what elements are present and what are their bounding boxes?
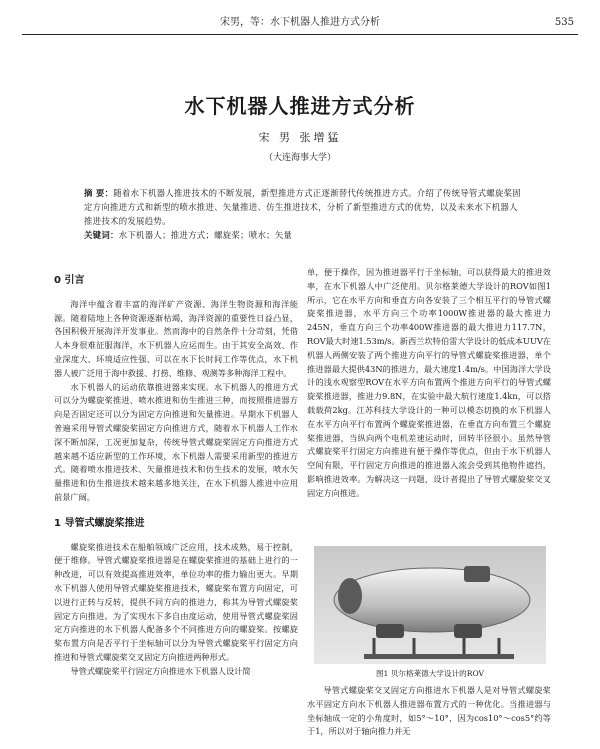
abstract-text: 随着水下机器人推进技术的不断发展，新型推进方式正逐渐替代传统推进方式。介绍了传统导管式螺旋桨固定方向推进方式和新型的喷水推进、矢量推进、仿生推进技术，分析了新型推进方式的优势，以及未来水下机器人推进技术的发展趋势。 — [84, 188, 521, 226]
section-1-paragraph-2: 导管式螺旋桨平行固定方向推进水下机器人设计简 — [70, 665, 251, 676]
abstract — [84, 186, 524, 228]
section-1-heading: 1 导管式螺旋桨推进 — [54, 517, 145, 529]
running-title: 宋男，等：水下机器人推进方式分析 — [220, 17, 380, 28]
section-0-heading: 0 引言 — [54, 275, 85, 286]
abstract-block — [84, 186, 524, 242]
left-column — [54, 274, 298, 679]
right-paragraph-1: 单，便于操作，因为推进器平行于坐标轴，可以获得最大的推进效率，在水下机器人中广泛使用。贝尔格莱德大学设计的ROV如图1所示，它在水平方向和垂直方向各安装了三个相互平行的导管式螺旋桨推进器，水平方向三个功率1000W推进器的最大推进力245N，垂直方向三个功率400W推进器的最大推进力117.7N，ROV最大时速1.53m/s。新西兰坎特伯雷大学设计的低成本UUV在机器人两侧安装了两个推进方向平行的导管式螺旋桨推进器，单个推进器最大提供43N的推进力，最大速度1.4m/s。中国海洋大学设计的浅水观察型ROV在水平方向布置两个推进方向平行的导管式螺旋桨推进器，推进力9.8N，在实验中最大航行速度1.4kn，可以搭载载荷2kg。江苏科技大学设计的一种可以模态切换的水下机器人在水平方向平行布置两个螺旋桨推进器，在垂直方向布置三个螺旋桨推进器，当纵向两个电机差速运动时，回转半径很小。虽然导管式螺旋桨平行固定方向推进有便于操作等优点，但由于水下机器人空间有限，平行固定方向推进的推进器入流会受到其他物件遮挡，影响推进效率。为解决这一问题，设计者提出了导管式螺旋桨交叉固定方向推进。 — [307, 267, 551, 498]
section-0-paragraph-2: 水下机器人的运动依靠推进器来实现。水下机器人的推进方式可以分为螺旋桨推进、喷水推进和仿生推进三种，而按照推进器方向是否固定还可以分为固定方向推进和矢量推进。早期水下机器人普遍采用导管式螺旋桨固定方向推进方式，随着水下机器人工作水深不断加深，工况更加复杂，传统导管式螺旋桨固定方向推进方式越来越不适应新型的工作环境，水下机器人需要采用新型的推进方式。随着喷水推进技术、矢量推进技术和仿生技术的发展，喷水矢量推进和仿生推进技术越来越多地关注，在水下机器人推进中应用前景广阔。 — [54, 381, 298, 502]
keywords-label: 关键词： — [84, 230, 119, 240]
affiliation: （大连海事大学） — [263, 153, 336, 163]
right-column-bottom — [307, 684, 551, 739]
running-header — [22, 12, 578, 35]
abstract-label: 摘 要： — [84, 188, 114, 198]
paper-title: 水下机器人推进方式分析 — [184, 94, 416, 118]
figure-caption: 图1 贝尔格莱德大学设计的ROV — [375, 669, 485, 678]
keywords-text: 水下机器人；推进方式；螺旋桨；喷水；矢量 — [118, 230, 293, 240]
right-column-top — [307, 266, 551, 501]
section-1-paragraph-1: 螺旋桨推进技术在船舶领域广泛应用，技术成熟，易于控制，便于维修。导管式螺旋桨推进器是在螺旋桨推进的基础上进行的一种改进，可以有效提高推进效率，单位功率的推力输出更大。早期水下机器人使用导管式螺旋桨推进技术，螺旋桨布置方向固定，可以进行正转与反转，提供不同方向的推进力，称其为导管式螺旋桨固定方向推进。为了实现水下多自由度运动，使用导管式螺旋桨固定方向推进的水下机器人配备多个不同推进方向的螺旋桨。按螺旋桨布置方向是否平行于坐标轴可以分为导管式螺旋桨平行固定方向推进和导管式螺旋桨交叉固定方向推进两种形式。 — [54, 541, 298, 662]
section-0-paragraph-1: 海洋中蕴含着丰富的海洋矿产资源、海洋生物资源和海洋能源。随着陆地上各种资源逐渐枯竭，海洋资源的重要性日益凸显，各国积极开展海洋开发事业。然而海中的自然条件十分苛刻，凭借人本身很难征服海洋，水下机器人应运而生。由于其安全高效、作业深度大、环境适应性强、可以在水下长时间工作等优点，水下机器人被广泛用于海中救援、打捞、维修、观测等多种海洋工程中。 — [54, 298, 298, 378]
figure-rov-photo — [314, 546, 546, 664]
rov-illustration — [314, 546, 546, 664]
right-paragraph-2: 导管式螺旋桨交叉固定方向推进水下机器人是对导管式螺旋桨水平固定方向水下机器人推进器布置方式的一种优化。当推进器与坐标轴成一定的小角度时，如5°～10°，因为cos10°～cos5°约等于1，所以对于轴向推力并无 — [307, 685, 551, 737]
page-number: 535 — [554, 17, 574, 28]
authors: 宋 男 张增猛 — [258, 131, 342, 144]
keywords — [84, 228, 524, 242]
